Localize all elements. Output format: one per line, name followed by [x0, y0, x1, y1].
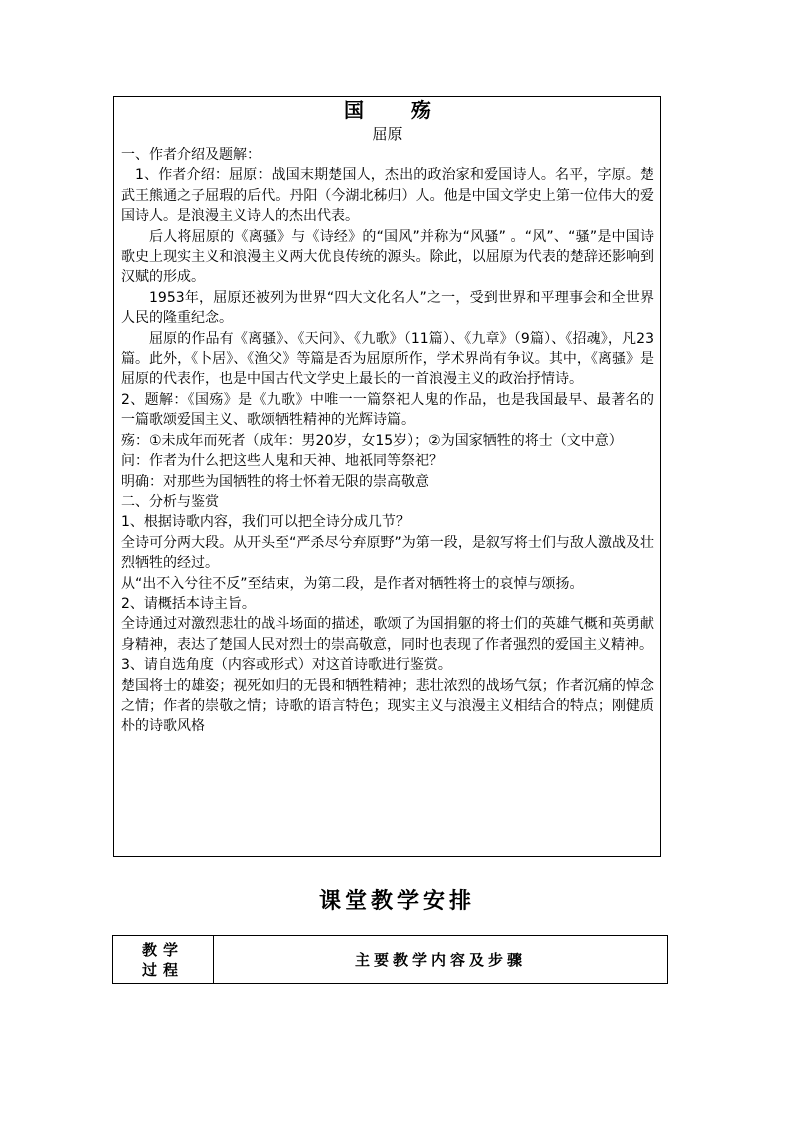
paragraph: 明确：对那些为国牺牲的将士怀着无限的崇高敬意	[121, 473, 429, 490]
paragraph: 2、请概括本诗主旨。	[121, 595, 256, 612]
lesson-content-box	[113, 96, 661, 857]
paragraph: 殇：①未成年而死者（成年：男20岁，女15岁）；②为国家牺牲的将士（文中意）	[121, 432, 623, 449]
paragraph: 1、作者介绍：屈原：战国末期楚国人，杰出的政治家和爱国诗人。名平，字原。楚武王熊通之子屈瑕的后代。丹阳（今湖北秭归）人。他是中国文学史上第一位伟大的爱国诗人。是浪漫主义诗人的杰出代表。	[121, 167, 654, 225]
poem-title: 国 殇	[344, 98, 451, 122]
paragraph: 全诗通过对激烈悲壮的战斗场面的描述，歌颂了为国捐躯的将士们的英雄气概和英勇献身精神，表达了楚国人民对烈士的崇高敬意，同时也表现了作者强烈的爱国主义精神。	[121, 616, 654, 653]
process-header-line1: 教学	[141, 940, 184, 959]
paragraph: 一、作者介绍及题解：	[121, 147, 261, 163]
process-header-line2: 过程	[141, 960, 184, 979]
paragraph: 1、根据诗歌内容，我们可以把全诗分成几节？	[121, 514, 410, 531]
paragraph: 屈原的作品有《离骚》、《天问》、《九歌》（11篇）、《九章》（9篇）、《招魂》，凡23篇。此外，《卜居》、《渔父》等篇是否为屈原所作，学术界尚有争议。其中，《离骚》是屈原的代表作，也是中国古代文学史上最长的一首浪漫主义的政治抒情诗。	[121, 330, 654, 388]
poem-author: 屈原	[372, 125, 403, 143]
teaching-arrangement-table	[112, 935, 668, 984]
paragraph: 从“出不入兮往不反”至结束，为第二段，是作者对牺牲将士的哀悼与颂扬。	[121, 575, 584, 592]
paragraph: 1953年，屈原还被列为世界“四大文化名人”之一，受到世界和平理事会和全世界人民的隆重纪念。	[121, 289, 654, 327]
paragraph: 后人将屈原的《离骚》与《诗经》的“国风”并称为“风骚” 。“风”、“骚”是中国诗歌史上现实主义和浪漫主义两大优良传统的源头。除此，以屈原为代表的楚辞还影响到汉赋的形成。	[121, 228, 654, 286]
content-header-cell: 主要教学内容及步骤	[214, 936, 668, 984]
paragraph: 2、题解：《国殇》是《九歌》中唯一一篇祭祀人鬼的作品，也是我国最早、最著名的一篇歌颂爱国主义、歌颂牺牲精神的光辉诗篇。	[121, 391, 654, 429]
section-heading: 课堂教学安排	[318, 889, 475, 914]
content-paragraphs	[121, 145, 654, 737]
paragraph: 问：作者为什么把这些人鬼和天神、地祇同等祭祀？	[121, 453, 443, 470]
paragraph: 二、分析与鉴赏	[121, 493, 219, 510]
process-header-cell	[113, 936, 214, 984]
table-header-row	[113, 936, 668, 984]
paragraph: 全诗可分两大段。从开头至“严杀尽兮弃原野”为第一段，是叙写将士们与敌人激战及壮烈牺牲的经过。	[121, 534, 654, 572]
paragraph: 3、请自选角度（内容或形式）对这首诗歌进行鉴赏。	[121, 657, 452, 674]
paragraph: 楚国将士的雄姿；视死如归的无畏和牺牲精神；悲壮浓烈的战场气氛；作者沉痛的悼念之情；作者的崇敬之情；诗歌的语言特色；现实主义与浪漫主义相结合的特点；刚健质朴的诗歌风格	[121, 677, 654, 735]
